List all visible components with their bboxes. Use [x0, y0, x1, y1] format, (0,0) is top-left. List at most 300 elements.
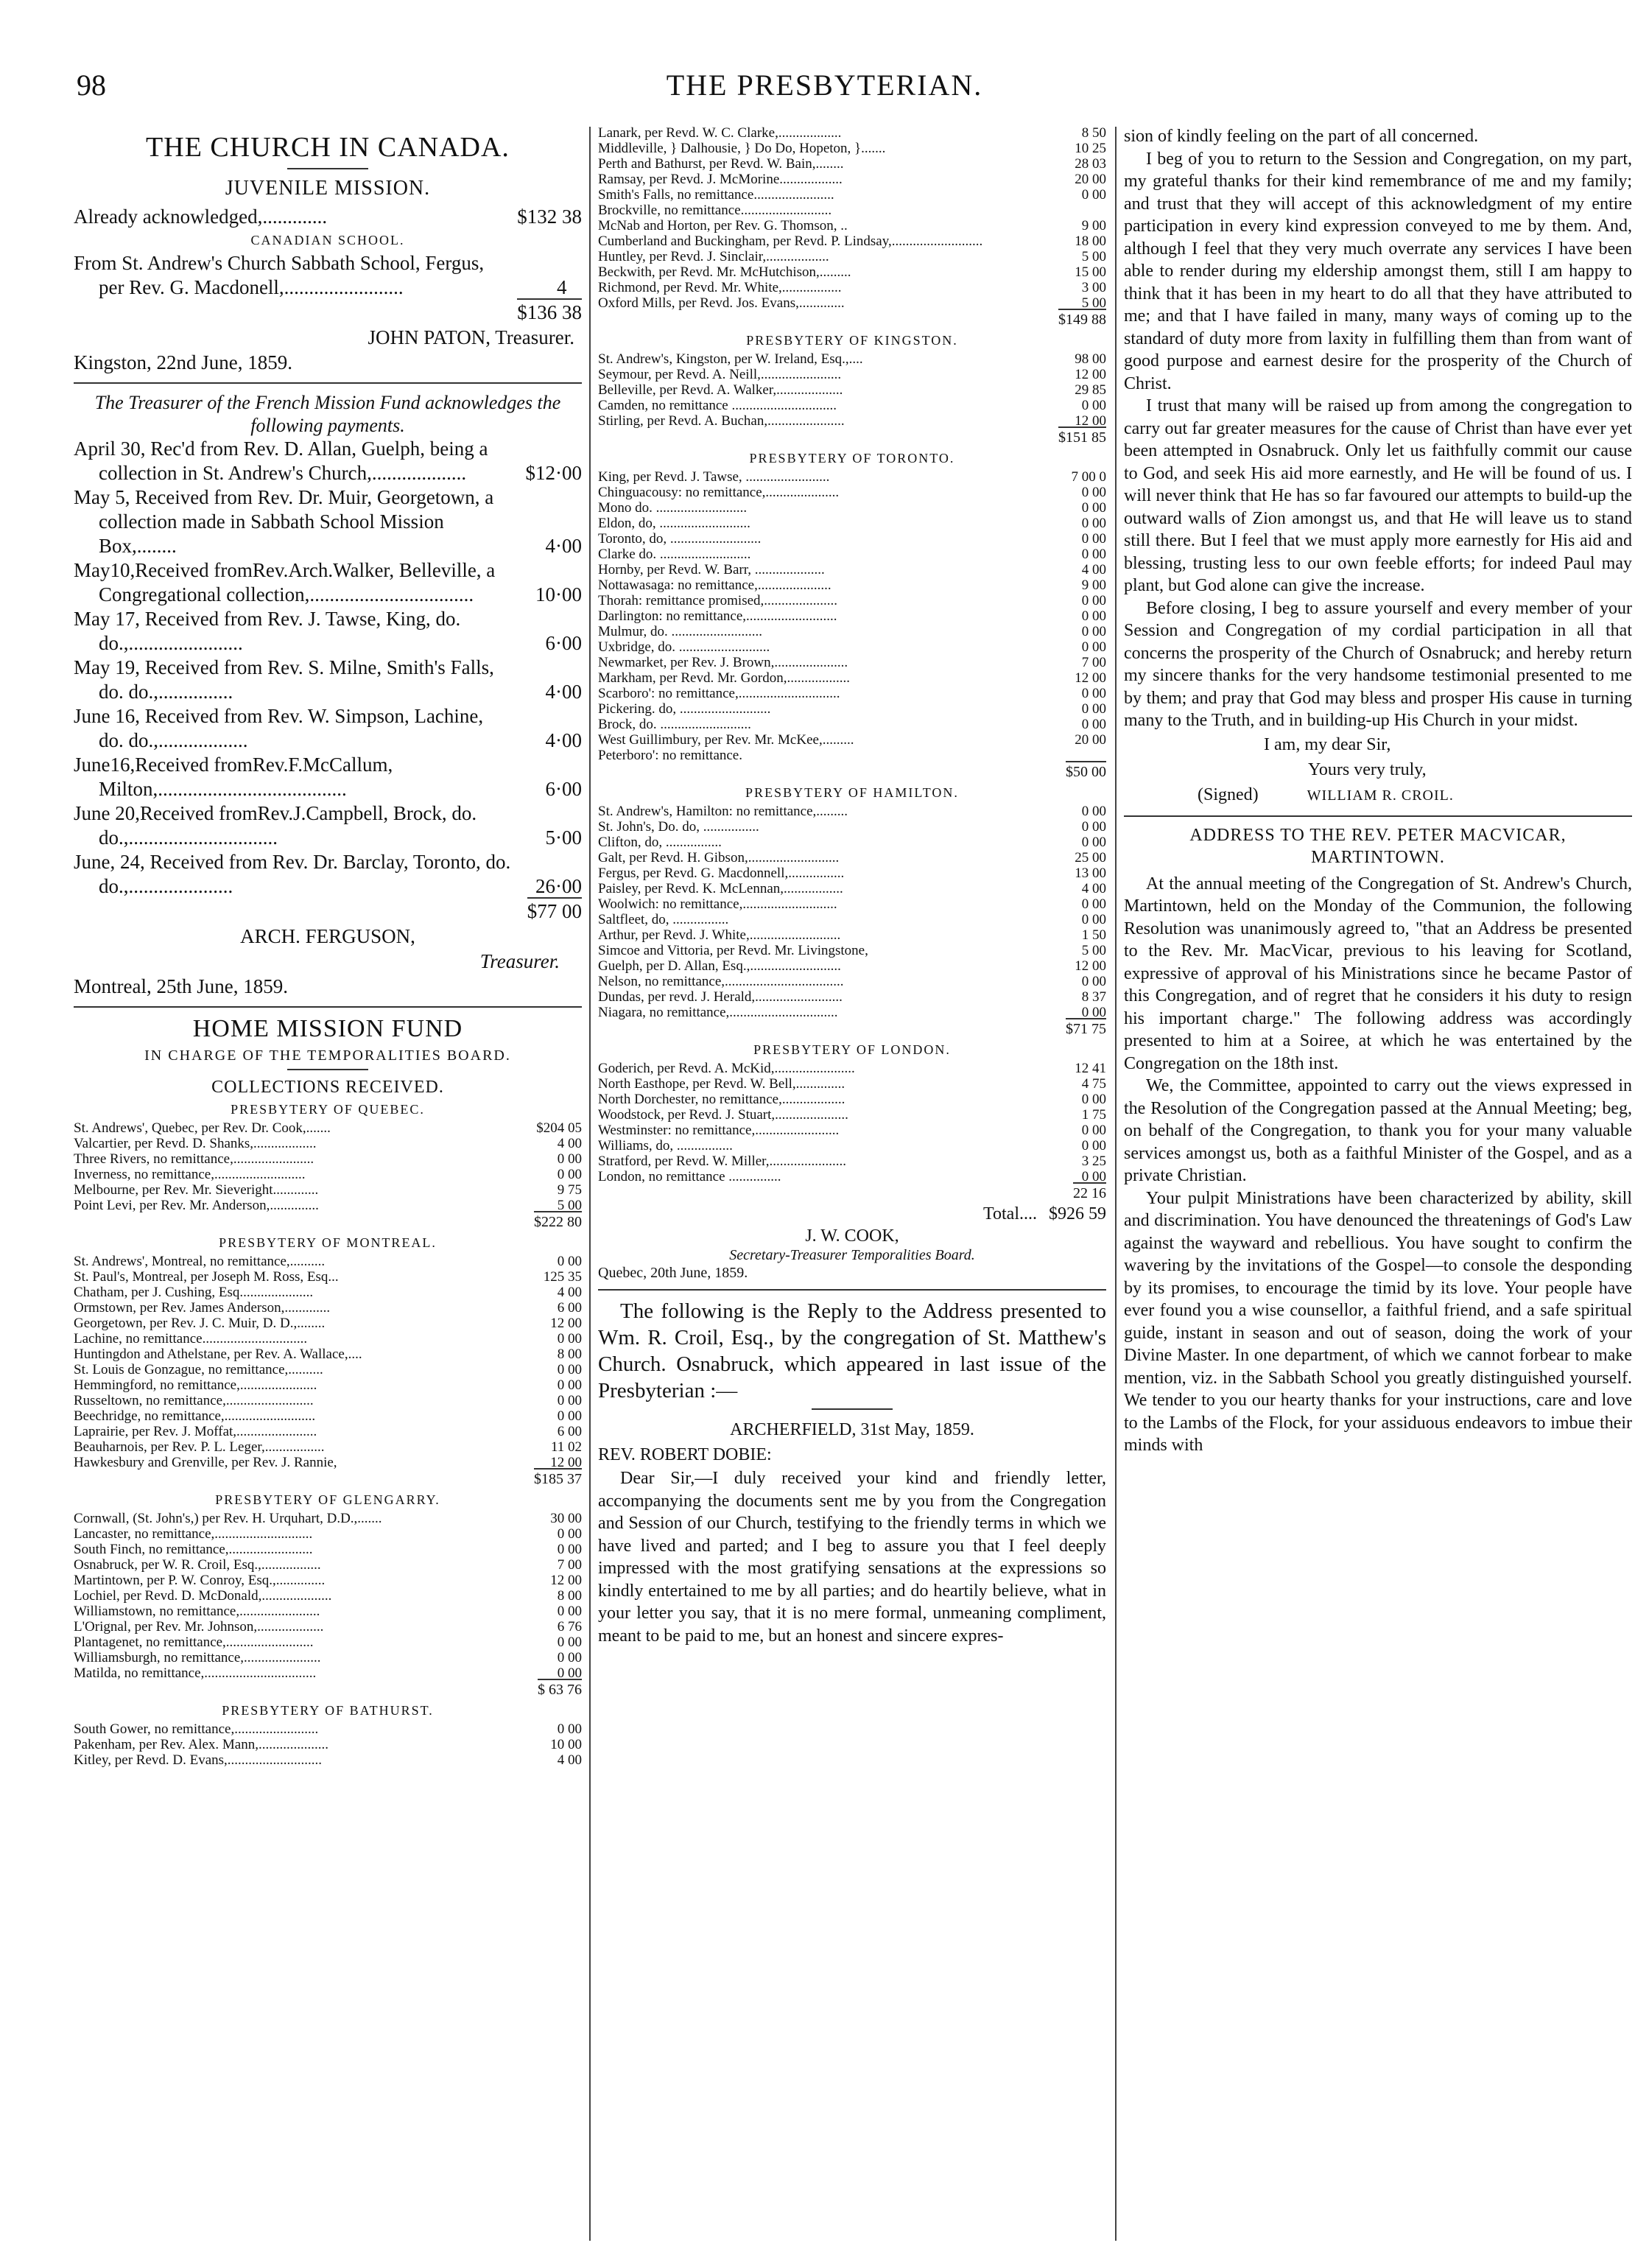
ledger-row: [74, 1362, 582, 1377]
row-amount: 8 37: [1081, 989, 1106, 1005]
ledger-row: [74, 1424, 582, 1439]
row-amount: 8 00: [557, 1588, 582, 1604]
ledger-row: [598, 280, 1106, 295]
row-label: Brock, do. ..........................: [598, 717, 751, 732]
divider: [74, 1006, 582, 1008]
row-label: Toronto, do, ..........................: [598, 531, 762, 547]
row-label: L'Orignal, per Rev. Mr. Johnson,...................: [74, 1619, 324, 1635]
row-amount: 9 00: [1081, 577, 1106, 593]
page-number: 98: [77, 69, 106, 102]
row-amount: 0 00: [1081, 593, 1106, 608]
row-amount: $204 05: [536, 1120, 582, 1136]
row-label: Pakenham, per Rev. Alex. Mann,....................: [74, 1737, 328, 1752]
row-amount: 29 85: [1075, 382, 1106, 398]
signature-line: (Signed) WILLIAM R. CROIL.: [1198, 784, 1454, 804]
row-amount: 10 25: [1075, 141, 1106, 156]
bathurst-continued-list: [598, 125, 1106, 311]
ledger-row: [598, 531, 1106, 547]
signer-title: Treasurer.: [479, 950, 560, 972]
ledger-row: [74, 1526, 582, 1542]
row-label: St. Andrew's, Hamilton: no remittance,.........: [598, 804, 848, 819]
row-label: Nelson, no remittance,..................................: [598, 974, 844, 989]
divider: [74, 382, 582, 384]
row-label: North Easthope, per Revd. W. Bell,..............: [598, 1076, 845, 1092]
row-amount: 4 00: [557, 1752, 582, 1768]
row-label: Kitley, per Revd. D. Evans,...........................: [74, 1752, 323, 1768]
ledger-row: [598, 156, 1106, 172]
home-mission-title: HOME MISSION FUND: [192, 1015, 463, 1042]
row-amount: 0 00: [1081, 187, 1106, 203]
row-amount: 0 00: [1081, 547, 1106, 562]
canadian-school-heading: CANADIAN SCHOOL.: [250, 233, 405, 247]
ledger-row: [598, 218, 1106, 234]
entry-text: May 19, Received from Rev. S. Milne, Smith's Falls, do. do.,...............: [74, 656, 494, 703]
ledger-row: [598, 234, 1106, 249]
row-amount: 0 00: [1081, 1169, 1106, 1184]
row-amount: 0 00: [557, 1362, 582, 1377]
row-label: Hemmingford, no remittance,......................: [74, 1377, 317, 1393]
ledger-row: [598, 351, 1106, 367]
row-label: Chinguacousy: no remittance,.....................: [598, 485, 840, 500]
row-amount: 4 75: [1081, 1076, 1106, 1092]
row-label: Pickering. do, ..........................: [598, 701, 771, 717]
column-2: [598, 125, 1106, 2247]
presbytery-heading: PRESBYTERY OF KINGSTON.: [746, 333, 958, 348]
row-label: Richmond, per Revd. Mr. White,.................: [598, 280, 842, 295]
ledger-row: [74, 1604, 582, 1619]
ledger-entry: [74, 437, 582, 485]
ledger-row: [598, 1076, 1106, 1092]
divider: [598, 1289, 1106, 1291]
dateline: Montreal, 25th June, 1859.: [74, 975, 288, 997]
address-paragraph: Your pulpit Ministrations have been characterized by ability, skill and discrimination. You have denounced the threatenings of God's Law against the wayward and rebellious. You have sought to confirm the wavering by the invitations of the Gospel—to console the desponding by its promises, to encourage the timid by its love. Your people have ever found you a wise counsellor, a faithful friend, and a safe spiritual guide, instant in season and out of season, doing the work of your Divine Master. In one department, of which we cannot forbear to make mention, viz. in the Sabbath School you greatly distinguished yourself. We tender to you our hearty thanks for your instructions, care and love to the Lambs of the Flock, for your assiduous endeavors to imbue their minds with: [1124, 1188, 1632, 1455]
row-label: Lochiel, per Revd. D. McDonald,....................: [74, 1588, 332, 1604]
row-amount: 125 35: [543, 1269, 582, 1285]
presbytery-lists: [74, 1102, 582, 1768]
row-label: Oxford Mills, per Revd. Jos. Evans,.............: [598, 295, 845, 311]
row-label: Beckwith, per Revd. Mr. McHutchison,.........: [598, 264, 851, 280]
ledger-entry: [74, 801, 582, 850]
row-label: Ramsay, per Revd. J. McMorine..................: [598, 172, 843, 187]
ledger-entry: From St. Andrew's Church Sabbath School, Fergus, per Rev. G. Macdonell,........................ 4: [74, 252, 567, 298]
row-amount: 12 00: [550, 1455, 582, 1470]
row-label: Point Levi, per Rev. Mr. Anderson,..............: [74, 1198, 319, 1213]
ledger-row: [598, 819, 1106, 835]
ledger-row: [598, 804, 1106, 819]
ledger-row: [598, 701, 1106, 717]
row-label: Galt, per Revd. H. Gibson,..........................: [598, 850, 840, 866]
row-amount: 0 00: [1081, 516, 1106, 531]
row-amount: 7 00 0: [1071, 469, 1106, 485]
row-label: St. Andrews', Montreal, no remittance,..........: [74, 1254, 326, 1269]
ledger-row: [74, 1269, 582, 1285]
row-amount: 0 00: [1081, 896, 1106, 912]
row-label: Clarke do. ..........................: [598, 547, 751, 562]
row-amount: 12 00: [1075, 958, 1106, 974]
row-amount: 0 00: [1081, 1092, 1106, 1107]
row-label: Laprairie, per Rev. J. Moffat,.......................: [74, 1424, 317, 1439]
row-label: Westminster: no remittance,........................: [598, 1123, 840, 1138]
ledger-row: [598, 670, 1106, 686]
row-amount: 0 00: [1081, 500, 1106, 516]
ledger-row: [598, 382, 1106, 398]
row-amount: 0 00: [1081, 624, 1106, 639]
row-label: Markham, per Revd. Mr. Gordon,..................: [598, 670, 850, 686]
row-label: Goderich, per Revd. A. McKid,.......................: [598, 1061, 855, 1076]
row-amount: 0 00: [1081, 531, 1106, 547]
row-label: Lachine, no remittance..............................: [74, 1331, 308, 1347]
ledger-row: [74, 1439, 582, 1455]
total: [598, 1184, 1106, 1202]
row-label: Lanark, per Revd. W. C. Clarke,..................: [598, 125, 842, 141]
ledger-row: [74, 1721, 582, 1737]
row-amount: 0 00: [557, 1526, 582, 1542]
total: [598, 429, 1106, 446]
row-label: Peterboro': no remittance.: [598, 748, 742, 763]
row-amount: 98 00: [1075, 351, 1106, 367]
row-amount: 0 00: [557, 1377, 582, 1393]
row-label: Williams, do, ................: [598, 1138, 733, 1154]
entry-amount: 4·00: [545, 729, 582, 751]
ledger-row: [74, 1619, 582, 1635]
ledger-row: [598, 608, 1106, 624]
row-amount: 12 41: [1075, 1061, 1106, 1076]
reply-paragraph: I beg of you to return to the Session and Congregation, on my part, my grateful thanks for their kind remembrance of me and my family; and trust that they will accept of this acknowledgment of my entire participation in every kind expression conveyed to me by them. And, although I feel that they very much overrate any services I have been able to render during my eldership amongst them, still I am happy to think that it has been in my heart to do all that they have attributed to me; and that I have failed in many, many ways of coming up to the standard of duty more from laxity in fulfilling them than from want of good purpose and earnest desire for the prosperity of the Church of Christ.: [1124, 149, 1632, 393]
ledger-row: [598, 203, 1106, 218]
row-label: West Guillimbury, per Rev. Mr. McKee,.........: [598, 732, 854, 748]
ledger-row: [598, 866, 1106, 881]
row-amount: 0 00: [1081, 398, 1106, 413]
column-1: [74, 125, 582, 2247]
address-paragraph: At the annual meeting of the Congregation of St. Andrew's Church, Martintown, held on the Monday of the Communion, the following Resolution was unanimously agreed to, "that an Address be presented to the Rev. Mr. MacVicar, previous to his leaving for Scotland, expressive of approval of his Ministrations since he became Pastor of this Congregation, and of regret that he considers it his duty to resign his important charge." The following address was accordingly presented to him at a Soiree, at which he was entertained by the Congregation on the 18th inst.: [1124, 874, 1632, 1073]
row-label: Newmarket, per Rev. J. Brown,.....................: [598, 655, 848, 670]
ledger-row: [74, 1285, 582, 1300]
ledger-row: [74, 1650, 582, 1665]
entry-amount: 10·00: [535, 583, 582, 605]
ledger-row: [598, 717, 1106, 732]
total: [74, 1681, 582, 1699]
salutation: REV. ROBERT DOBIE:: [598, 1445, 772, 1464]
row-label: Mulmur, do. ..........................: [598, 624, 763, 639]
row-amount: 15 00: [1075, 264, 1106, 280]
row-amount: 20 00: [1075, 172, 1106, 187]
ledger-row: [598, 413, 1106, 429]
divider: [287, 168, 368, 169]
total-amount: $222 80: [534, 1211, 582, 1230]
ledger-entry: [74, 850, 582, 899]
ledger-row: [598, 989, 1106, 1005]
french-mission-intro: The Treasurer of the French Mission Fund acknowledges the following payments.: [94, 392, 561, 436]
ledger-entry: [74, 753, 582, 801]
reply-paragraph: Dear Sir,—I duly received your kind and friendly letter, accompanying the documents sent me by you from the Congregation and Session of our Church, testifying to the friendly terms in which we have lived and parted; and I beg to assure you that I feel deeply impressed with the most gratifying sensations at the expressions so kindly entertained to me by all parties; and do heartily believe, what in your letter you say, that it is no mere formal, unmeaning compliment, meant to be paid to me, but an honest and sincere expres-: [598, 1469, 1106, 1646]
ledger-row: [598, 187, 1106, 203]
divider: [1124, 815, 1632, 817]
row-label: Plantagenet, no remittance,.........................: [74, 1635, 314, 1650]
ledger-row: [74, 1151, 582, 1167]
row-label: Stirling, per Revd. A. Buchan,......................: [598, 413, 845, 429]
ledger-row: [74, 1377, 582, 1393]
total-amount: $185 37: [534, 1468, 582, 1487]
presbytery-heading: PRESBYTERY OF MONTREAL.: [219, 1235, 437, 1250]
row-label: St. Paul's, Montreal, per Joseph M. Ross, Esq...: [74, 1269, 339, 1285]
total: [74, 1213, 582, 1231]
ledger-row: [598, 485, 1106, 500]
ledger-row: [598, 686, 1106, 701]
row-label: Nottawasaga: no remittance,.....................: [598, 577, 831, 593]
entry-text: May 17, Received from Rev. J. Tawse, King, do. do.,.......................: [74, 608, 461, 654]
entry-amount: 6·00: [545, 778, 582, 800]
ledger-row: [598, 624, 1106, 639]
row-label: Osnabruck, per W. R. Croil, Esq.,.................: [74, 1557, 321, 1573]
ledger-row: [74, 1120, 582, 1136]
place-date: ARCHERFIELD, 31st May, 1859.: [730, 1420, 974, 1439]
row-label: Perth and Bathurst, per Revd. W. Bain,........: [598, 156, 844, 172]
ledger-row: Already acknowledged,............. $132 38: [74, 206, 582, 228]
entry-text: June, 24, Received from Rev. Dr. Barclay, Toronto, do. do.,.....................: [74, 851, 511, 897]
row-amount: 11 02: [550, 1439, 582, 1455]
ledger-row: [598, 1123, 1106, 1138]
row-amount: 0 00: [557, 1393, 582, 1408]
row-label: Williamsburgh, no remittance,......................: [74, 1650, 321, 1665]
row-label: Matilda, no remittance,................................: [74, 1665, 317, 1681]
row-label: Williamstown, no remittance,.......................: [74, 1604, 320, 1619]
row-amount: 0 00: [1081, 686, 1106, 701]
ledger-row: [74, 1737, 582, 1752]
ledger-row: [598, 398, 1106, 413]
entry-text: May 5, Received from Rev. Dr. Muir, Georgetown, a collection made in Sabbath School Mission Box,........: [74, 486, 494, 557]
entry-text: April 30, Rec'd from Rev. D. Allan, Guelph, being a collection in St. Andrew's Church,...................: [74, 438, 488, 484]
row-amount: 0 00: [1081, 1138, 1106, 1154]
ledger-entry: [74, 607, 582, 656]
row-amount: 5 00: [1081, 295, 1106, 311]
entry-amount: $12·00: [525, 462, 582, 484]
row-amount: 3 00: [1081, 280, 1106, 295]
presbytery-heading: PRESBYTERY OF HAMILTON.: [745, 785, 959, 800]
ledger-row: [74, 1316, 582, 1331]
row-amount: 5 00: [557, 1198, 582, 1213]
row-label: Woodstock, per Revd. J. Stuart,.....................: [598, 1107, 848, 1123]
total-amount: $151 85: [1058, 426, 1106, 446]
ledger-row: [598, 249, 1106, 264]
page-header: [0, 68, 1649, 112]
row-label: Georgetown, per Rev. J. C. Muir, D. D.,........: [74, 1316, 326, 1331]
row-label: Fergus, per Revd. G. Macdonnell,................: [598, 866, 845, 881]
row-label: Hawkesbury and Grenville, per Rev. J. Rannie,: [74, 1455, 337, 1470]
row-amount: 4 00: [557, 1136, 582, 1151]
row-amount: 0 00: [1081, 804, 1106, 819]
row-amount: 0 00: [1081, 912, 1106, 927]
row-amount: 1 75: [1081, 1107, 1106, 1123]
total: $77 00: [74, 899, 582, 924]
ledger-row: [74, 1588, 582, 1604]
row-amount: 0 00: [1081, 1123, 1106, 1138]
ledger-row: [598, 958, 1106, 974]
row-amount: 4 00: [557, 1285, 582, 1300]
presbytery-heading: PRESBYTERY OF GLENGARRY.: [215, 1492, 440, 1507]
row-label: Cornwall, (St. John's,) per Rev. H. Urquhart, D.D.,.......: [74, 1511, 382, 1526]
row-label: Mono do. ..........................: [598, 500, 748, 516]
ledger-row: [598, 835, 1106, 850]
ledger-row: [74, 1300, 582, 1316]
row-amount: 30 00: [550, 1511, 582, 1526]
ledger-row: [74, 1254, 582, 1269]
row-label: Smith's Falls, no remittance.......................: [598, 187, 834, 203]
address-body: [1124, 873, 1632, 1457]
row-label: Beauharnois, per Rev. P. L. Leger,.................: [74, 1439, 325, 1455]
row-label: Belleville, per Revd. A. Walker,...................: [598, 382, 843, 398]
presbytery-heading: PRESBYTERY OF BATHURST.: [222, 1703, 434, 1718]
row-amount: 12 00: [1075, 367, 1106, 382]
ledger-row: [74, 1752, 582, 1768]
column-divider: [1115, 127, 1117, 2241]
row-label: Lancaster, no remittance,............................: [74, 1526, 313, 1542]
row-label: Guelph, per D. Allan, Esq.,..........................: [598, 958, 841, 974]
row-label: South Finch, no remittance,........................: [74, 1542, 313, 1557]
entry-text: May10,Received fromRev.Arch.Walker, Belleville, a Congregational collection,.................................: [74, 559, 496, 605]
ledger-row: [598, 655, 1106, 670]
ledger-row: [598, 516, 1106, 531]
row-label: Niagara, no remittance,...............................: [598, 1005, 838, 1020]
row-amount: 0 00: [557, 1151, 582, 1167]
ledger-row: [598, 748, 1106, 763]
row-label: Paisley, per Revd. K. McLennan,.................: [598, 881, 843, 896]
grand-total: Total.... $926 59: [983, 1204, 1106, 1223]
row-amount: 25 00: [1075, 850, 1106, 866]
signer: J. W. COOK,: [805, 1226, 899, 1246]
row-amount: 6 76: [557, 1619, 582, 1635]
row-label: Stratford, per Revd. W. Miller,......................: [598, 1154, 846, 1169]
ledger-row: [598, 562, 1106, 577]
row-label: St. Louis de Gonzague, no remittance,..........: [74, 1362, 323, 1377]
ledger-row: [598, 295, 1106, 311]
ledger-row: [74, 1557, 582, 1573]
row-label: Simcoe and Vittoria, per Revd. Mr. Livingstone,: [598, 943, 868, 958]
row-amount: 0 00: [1081, 974, 1106, 989]
ledger-row: [598, 264, 1106, 280]
divider: [812, 1408, 893, 1410]
row-amount: 4 00: [1081, 562, 1106, 577]
entry-amount: 6·00: [545, 632, 582, 654]
juvenile-mission-title: JUVENILE MISSION.: [225, 177, 431, 200]
entry-amount: 5·00: [545, 826, 582, 849]
ledger-row: [598, 927, 1106, 943]
column-divider: [589, 127, 591, 2241]
row-amount: 0 00: [1081, 639, 1106, 655]
row-label: Russeltown, no remittance,.........................: [74, 1393, 314, 1408]
row-amount: 6 00: [557, 1424, 582, 1439]
ledger-row: [598, 896, 1106, 912]
entry-text: June 16, Received from Rev. W. Simpson, Lachine, do. do.,..................: [74, 705, 484, 751]
row-amount: 0 00: [1081, 701, 1106, 717]
row-amount: 0 00: [1081, 485, 1106, 500]
row-label: Beechridge, no remittance,..........................: [74, 1408, 316, 1424]
ledger-row: [74, 1408, 582, 1424]
dateline: Kingston, 22nd June, 1859.: [74, 351, 292, 373]
row-label: Hornby, per Revd. W. Barr, ....................: [598, 562, 825, 577]
row-amount: 0 00: [557, 1254, 582, 1269]
row-amount: 0 00: [557, 1665, 582, 1681]
row-amount: 7 00: [557, 1557, 582, 1573]
dateline: Quebec, 20th June, 1859.: [598, 1265, 748, 1281]
ledger-row: [598, 1107, 1106, 1123]
row-amount: 7 00: [1081, 655, 1106, 670]
ledger-row: [598, 732, 1106, 748]
ledger-row: [598, 469, 1106, 485]
row-label: Clifton, do, ................: [598, 835, 722, 850]
signer-title: Secretary-Treasurer Temporalities Board.: [729, 1247, 975, 1263]
ledger-row: [74, 1198, 582, 1213]
row-amount: 5 00: [1081, 249, 1106, 264]
total: [598, 763, 1106, 781]
total: [598, 1020, 1106, 1038]
ledger-row: [74, 1635, 582, 1650]
reply-continued: [1124, 125, 1632, 732]
row-label: Scarboro': no remittance,.............................: [598, 686, 840, 701]
row-amount: 13 00: [1075, 866, 1106, 881]
row-label: Valcartier, per Revd. D. Shanks,..................: [74, 1136, 317, 1151]
publication-title: THE PRESBYTERIAN.: [666, 69, 983, 102]
row-amount: 12 00: [550, 1573, 582, 1588]
entry-text: June16,Received fromRev.F.McCallum, Milton,......................................: [74, 754, 393, 800]
entry-amount: 4·00: [545, 535, 582, 557]
ledger-row: [74, 1393, 582, 1408]
presbytery-lists: [598, 333, 1106, 1202]
reply-paragraph: Before closing, I beg to assure yourself and every member of your Session and Congregation of my cordial participation in all that concerns the prosperity of the Church of Osnabruck; and hereby return my sincere thanks for the very handsome testimonial presented to me by them; and pray that God may bless and prosper His cause in turning many to the Truth, and in building-up His Church in your midst.: [1124, 598, 1632, 730]
row-amount: 20 00: [1075, 732, 1106, 748]
row-label: King, per Revd. J. Tawse, ........................: [598, 469, 830, 485]
row-label: North Dorchester, no remittance,..................: [598, 1092, 845, 1107]
ledger-row: [74, 1182, 582, 1198]
ledger-row: [74, 1665, 582, 1681]
address-paragraph: We, the Committee, appointed to carry out the views expressed in the Resolution of the Congregation passed at the Annual Meeting; beg, on behalf of the Congregation, to thank you for your many valuable services amongst us, both as a faithful Minister of the Gospel, and as a private Christian.: [1124, 1076, 1632, 1185]
ledger-row: [598, 125, 1106, 141]
row-amount: 0 00: [557, 1721, 582, 1737]
row-amount: 3 25: [1081, 1154, 1106, 1169]
row-label: Huntingdon and Athelstane, per Rev. A. Wallace,....: [74, 1347, 362, 1362]
ledger-row: [74, 1573, 582, 1588]
row-amount: 0 00: [1081, 819, 1106, 835]
ledger-row: [598, 1154, 1106, 1169]
row-amount: 10 00: [550, 1737, 582, 1752]
row-label: Darlington: no remittance,..........................: [598, 608, 837, 624]
row-label: St. Andrew's, Kingston, per W. Ireland, Esq.,....: [598, 351, 863, 367]
row-amount: 0 00: [557, 1167, 582, 1182]
row-label: Brockville, no remittance..........................: [598, 203, 832, 218]
ledger-row: [598, 1138, 1106, 1154]
row-label: Melbourne, per Rev. Mr. Sieveright.............: [74, 1182, 319, 1198]
row-amount: 5 00: [1081, 943, 1106, 958]
total: $136 38: [74, 300, 582, 325]
row-label: Middleville, } Dalhousie, } Do Do, Hopeton, }.......: [598, 141, 886, 156]
presbytery-heading: PRESBYTERY OF TORONTO.: [749, 451, 955, 466]
ledger-row: [598, 881, 1106, 896]
row-amount: 0 00: [1081, 1005, 1106, 1020]
row-amount: 12 00: [550, 1316, 582, 1331]
ledger-row: [598, 577, 1106, 593]
ledger-entry: [74, 485, 582, 558]
ledger-row: [74, 1136, 582, 1151]
total-amount: $50 00: [1066, 761, 1106, 780]
row-amount: 0 00: [557, 1650, 582, 1665]
ledger-row: [74, 1542, 582, 1557]
ledger-entry: [74, 558, 582, 607]
row-amount: 0 00: [557, 1604, 582, 1619]
row-label: Martintown, per P. W. Conroy, Esq.,..............: [74, 1573, 326, 1588]
total-amount: 22 16: [1073, 1182, 1106, 1201]
row-amount: 0 00: [1081, 717, 1106, 732]
column-3: [1124, 125, 1632, 2247]
row-label: Three Rivers, no remittance,.......................: [74, 1151, 314, 1167]
